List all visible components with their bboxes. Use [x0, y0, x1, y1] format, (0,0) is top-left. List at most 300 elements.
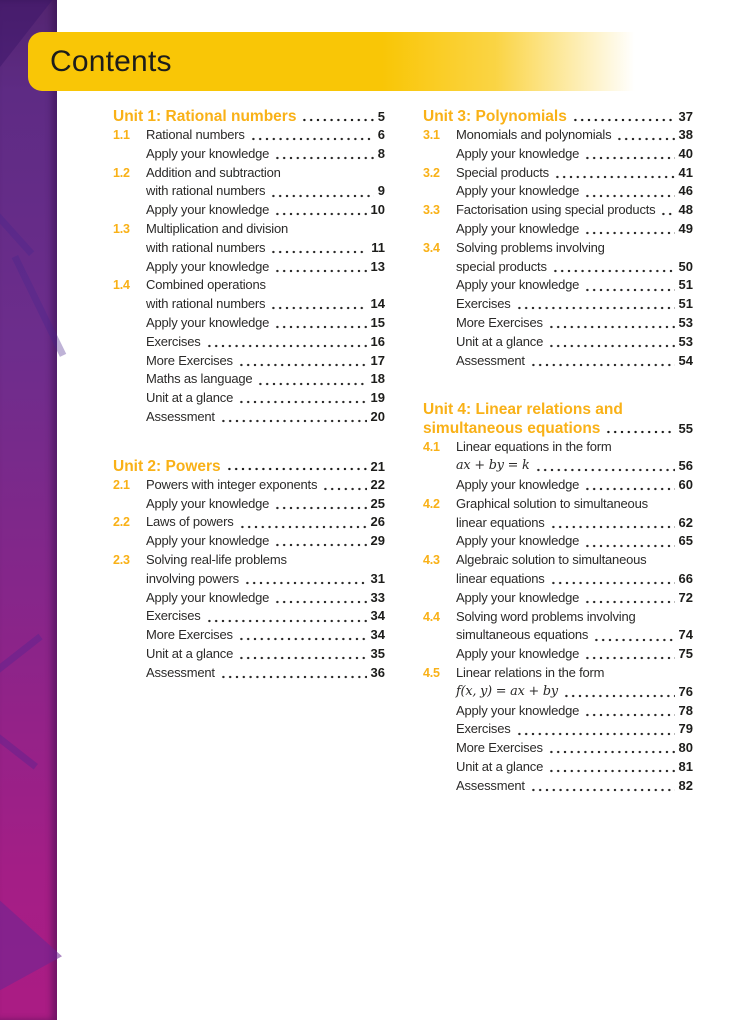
toc-entry-text: Apply your knowledge [456, 183, 580, 199]
section-number: 3.3 [423, 203, 440, 218]
section-number [113, 258, 146, 277]
section-number [423, 777, 456, 796]
dot-leader [548, 314, 675, 333]
dot-leader [250, 126, 374, 145]
dot-leader [516, 720, 675, 739]
unit-4 [423, 400, 693, 795]
section-number: 2.1 [113, 477, 130, 492]
dot-leader [238, 352, 367, 371]
page-number: 72 [678, 589, 693, 605]
toc-row [113, 589, 385, 608]
dot-leader [270, 182, 373, 201]
toc-columns [113, 107, 693, 796]
toc-entry-text: with rational numbers [146, 239, 266, 255]
toc-entry-text: Apply your knowledge [146, 533, 270, 549]
dot-leader [584, 532, 674, 551]
section-number [423, 295, 456, 314]
toc-row [423, 438, 693, 457]
page-number: 35 [370, 645, 385, 661]
toc-entry-text: linear equations [456, 570, 545, 586]
section-number [423, 758, 456, 777]
page-number: 20 [370, 408, 385, 424]
section-number [423, 314, 456, 333]
toc-row [423, 514, 693, 533]
dot-leader [238, 626, 367, 645]
page-number: 22 [370, 476, 385, 492]
page-number: 60 [678, 476, 693, 492]
toc-row [113, 295, 385, 314]
dot-leader [584, 182, 674, 201]
dot-leader [257, 370, 366, 389]
page-number: 13 [370, 258, 385, 274]
section-number [423, 220, 456, 239]
section-number: 2.3 [113, 552, 130, 567]
toc-row [423, 352, 693, 371]
section-number [423, 589, 456, 608]
dot-leader [548, 333, 674, 352]
toc-row [423, 333, 693, 352]
sidebar-zigzag-line-2 [12, 255, 67, 357]
toc-entry-text: More Exercises [146, 352, 233, 368]
section-number [423, 683, 456, 702]
toc-row [113, 551, 385, 570]
dot-leader [572, 107, 675, 126]
unit-3-heading-line [423, 107, 693, 126]
unit-2-heading-line [113, 457, 385, 476]
page-number: 49 [678, 220, 693, 236]
section-number: 1.1 [113, 128, 130, 142]
toc-entry-text: simultaneous equations [456, 627, 589, 643]
dot-leader [239, 513, 367, 532]
toc-entry-text: Exercises [456, 721, 511, 737]
toc-entry-text: Unit at a glance [146, 645, 234, 661]
page-title: Contents [50, 44, 172, 78]
toc-entry-text: Assessment [146, 664, 215, 680]
toc-entry-text: Special products [456, 164, 549, 180]
sidebar-chevron-line-1 [0, 634, 43, 707]
dot-leader [238, 645, 366, 664]
section-number [423, 145, 456, 164]
contents-banner [28, 32, 660, 91]
toc-row [423, 495, 693, 514]
dot-leader [226, 457, 367, 476]
page-number: 26 [370, 514, 385, 530]
toc-entry-text: Solving problems involving [456, 239, 605, 255]
page-number: 48 [678, 202, 693, 218]
toc-entry-text: Exercises [146, 608, 201, 624]
section-number [113, 370, 146, 389]
section-number [423, 352, 456, 371]
toc-entry-text: Monomials and polynomials [456, 127, 612, 142]
toc-row [423, 295, 693, 314]
page-number: 78 [678, 702, 693, 718]
toc-row [113, 370, 385, 389]
dot-leader [274, 258, 366, 277]
page-number: 31 [370, 570, 385, 586]
toc-entry-text: More Exercises [456, 740, 543, 756]
page-number: 11 [371, 239, 385, 255]
page-number: 33 [370, 589, 385, 605]
section-number [423, 720, 456, 739]
dot-leader [548, 758, 674, 777]
toc-row [423, 457, 693, 476]
toc-entry-text: Apply your knowledge [146, 589, 270, 605]
toc-row [113, 607, 385, 626]
toc-row [423, 626, 693, 645]
dot-leader [584, 589, 674, 608]
section-number [113, 607, 146, 626]
toc-entry-text: Apply your knowledge [456, 277, 580, 293]
toc-entry-text: with rational numbers [146, 296, 266, 312]
unit-4-heading-line [423, 419, 693, 438]
page-number: 75 [678, 646, 693, 662]
page-number: 29 [370, 533, 385, 549]
toc-row [423, 532, 693, 551]
toc-row [423, 164, 693, 183]
section-number [423, 645, 456, 664]
toc-row [113, 333, 385, 352]
page-number: 5 [377, 109, 385, 124]
page-number: 19 [370, 390, 385, 406]
toc-entry-text: Apply your knowledge [456, 145, 580, 161]
toc-row [423, 645, 693, 664]
section-number: 3.2 [423, 165, 440, 180]
dot-leader [238, 389, 366, 408]
page-number: 9 [377, 183, 385, 199]
page-number: 34 [370, 627, 385, 643]
section-number [423, 514, 456, 533]
page-number: 56 [678, 458, 693, 474]
dot-leader [220, 408, 367, 427]
dot-leader [274, 201, 366, 220]
section-number [113, 495, 146, 514]
sidebar-triangle-bottom [0, 888, 62, 998]
page-number: 62 [678, 514, 693, 530]
dot-leader [220, 664, 367, 683]
dot-leader [584, 220, 674, 239]
section-number [113, 389, 146, 408]
toc-row [423, 476, 693, 495]
toc-entry-text: Linear equations in the form [456, 439, 612, 455]
unit-heading-text: Unit 1: Rational numbers [113, 108, 297, 125]
toc-row [423, 739, 693, 758]
toc-entry-text: Unit at a glance [456, 758, 544, 774]
page-number: 34 [370, 608, 385, 624]
toc-entry-text: Factorisation using special products [456, 202, 656, 218]
unit-heading-text: Unit 3: Polynomials [423, 108, 567, 125]
section-number: 2.2 [113, 515, 130, 530]
dot-leader [274, 145, 374, 164]
toc-row [113, 476, 385, 495]
toc-entry-text: Laws of powers [146, 514, 234, 530]
page-number: 51 [678, 277, 693, 293]
dot-leader [563, 683, 675, 702]
toc-row [113, 570, 385, 589]
dot-leader [593, 626, 674, 645]
toc-row [423, 182, 693, 201]
dot-leader [274, 589, 366, 608]
section-number: 4.4 [423, 609, 440, 624]
dot-leader [516, 295, 675, 314]
dot-leader [206, 333, 367, 352]
toc-entry-text: Powers with integer exponents [146, 476, 318, 492]
section-number [113, 239, 146, 258]
page-number: 21 [370, 458, 385, 474]
page-number: 25 [370, 495, 385, 511]
toc-entry-text: Apply your knowledge [146, 202, 270, 218]
section-number [423, 626, 456, 645]
page-number: 55 [678, 421, 693, 437]
page-number: 66 [678, 570, 693, 586]
toc-entry-text: More Exercises [456, 314, 543, 330]
section-number [113, 201, 146, 220]
toc-entry-text: Exercises [146, 333, 201, 349]
page-number: 53 [678, 333, 693, 349]
toc-row [113, 239, 385, 258]
page-number: 54 [678, 352, 693, 368]
toc-entry-text: linear equations [456, 514, 545, 530]
toc-row [423, 777, 693, 796]
toc-row [113, 626, 385, 645]
unit-heading-text: Unit 2: Powers [113, 457, 221, 475]
toc-row [113, 258, 385, 277]
unit-heading-text: Unit 4: Linear relations and [423, 401, 623, 419]
unit-1 [113, 107, 385, 427]
page-number: 10 [370, 202, 385, 218]
dot-leader [584, 702, 674, 721]
toc-entry-text: Apply your knowledge [456, 702, 580, 718]
page-number: 16 [370, 333, 385, 349]
toc-entry-text: Solving word problems involving [456, 608, 636, 624]
page-number: 38 [678, 127, 693, 142]
unit-3 [423, 107, 693, 370]
dot-leader [584, 276, 674, 295]
toc-row [423, 314, 693, 333]
section-number [423, 457, 456, 476]
section-number [423, 333, 456, 352]
toc-row [113, 664, 385, 683]
toc-row [423, 589, 693, 608]
section-number [423, 570, 456, 589]
unit-1-heading-line [113, 107, 385, 126]
page-number: 81 [678, 758, 693, 774]
toc-entry-text: Solving real-life problems [146, 551, 287, 567]
toc-entry-text: Apply your knowledge [456, 589, 580, 605]
section-number: 3.4 [423, 240, 440, 255]
dot-leader [584, 145, 674, 164]
toc-entry-text: Unit at a glance [146, 390, 234, 406]
section-number [113, 314, 146, 333]
toc-row [423, 258, 693, 277]
toc-entry-text: involving powers [146, 570, 239, 586]
page-number: 15 [370, 314, 385, 330]
toc-row [423, 570, 693, 589]
section-number [113, 145, 146, 164]
toc-row [423, 551, 693, 570]
toc-row [113, 352, 385, 371]
unit-4-heading-line [423, 400, 693, 419]
dot-leader [274, 532, 366, 551]
toc-entry-text: Exercises [456, 296, 511, 312]
toc-entry-text: Assessment [456, 777, 525, 793]
dot-leader [605, 419, 674, 438]
toc-entry-text: with rational numbers [146, 183, 266, 199]
section-number [113, 626, 146, 645]
section-number [423, 476, 456, 495]
section-number [113, 333, 146, 352]
section-number [113, 532, 146, 551]
section-number [423, 182, 456, 201]
dot-leader [530, 777, 675, 796]
toc-entry-text: Rational numbers [146, 127, 245, 142]
unit-heading-text: simultaneous equations [423, 420, 601, 438]
section-number: 4.1 [423, 440, 440, 455]
toc-entry-text: Apply your knowledge [146, 145, 270, 161]
page-number: 18 [370, 371, 385, 387]
section-number [113, 645, 146, 664]
page-number: 79 [678, 721, 693, 737]
toc-entry-text: Apply your knowledge [456, 220, 580, 236]
toc-row [423, 145, 693, 164]
section-number [113, 664, 146, 683]
page-number: 17 [370, 352, 385, 368]
section-number [113, 570, 146, 589]
dot-leader [274, 495, 366, 514]
math-expression: ax + by = k [456, 458, 530, 474]
section-number [113, 408, 146, 427]
dot-leader [660, 201, 674, 220]
toc-entry-text: Apply your knowledge [146, 495, 270, 511]
toc-row [423, 720, 693, 739]
toc-row [423, 126, 693, 145]
page-number: 6 [377, 127, 385, 142]
dot-leader [584, 476, 674, 495]
page-number: 14 [370, 296, 385, 312]
dot-leader [552, 258, 675, 277]
section-number: 4.5 [423, 665, 440, 680]
section-number: 1.2 [113, 165, 130, 180]
section-number: 1.3 [113, 221, 130, 236]
page-number: 74 [678, 627, 693, 643]
section-number: 3.1 [423, 128, 440, 142]
section-number: 4.3 [423, 553, 440, 568]
toc-entry-text: Addition and subtraction [146, 164, 281, 180]
toc-entry-text: Apply your knowledge [456, 646, 580, 662]
dot-leader [301, 107, 373, 126]
dot-leader [206, 607, 367, 626]
toc-entry-text: Algebraic solution to simultaneous [456, 552, 647, 568]
toc-row [423, 664, 693, 683]
dot-leader [270, 239, 367, 258]
toc-entry-text: More Exercises [146, 627, 233, 643]
toc-row [113, 220, 385, 239]
toc-entry-text: Apply your knowledge [456, 476, 580, 492]
page-number: 65 [678, 533, 693, 549]
dot-leader [274, 314, 366, 333]
dot-leader [550, 570, 675, 589]
toc-row [113, 145, 385, 164]
toc-entry-text: special products [456, 258, 547, 274]
toc-entry-text: Combined operations [146, 277, 266, 293]
toc-row [423, 220, 693, 239]
toc-row [113, 532, 385, 551]
toc-row [113, 126, 385, 145]
sidebar-zigzag-line-1 [0, 180, 34, 256]
toc-row [113, 513, 385, 532]
toc-row [113, 276, 385, 295]
toc-entry-text: Maths as language [146, 371, 253, 387]
toc-row [113, 495, 385, 514]
toc-row [113, 201, 385, 220]
section-number [423, 532, 456, 551]
dot-leader [530, 352, 675, 371]
toc-entry-text: Assessment [146, 408, 215, 424]
dot-leader [535, 457, 675, 476]
dot-leader [270, 295, 366, 314]
section-number [423, 702, 456, 721]
page-number: 46 [678, 183, 693, 199]
section-number [423, 276, 456, 295]
page-number: 41 [678, 164, 693, 180]
page-number: 8 [377, 145, 385, 161]
toc-row [113, 164, 385, 183]
toc-row [423, 239, 693, 258]
toc-row [113, 314, 385, 333]
toc-row [423, 201, 693, 220]
toc-row [423, 608, 693, 627]
toc-entry-text: Graphical solution to simultaneous [456, 495, 648, 511]
toc-column-1 [113, 107, 385, 796]
dot-leader [554, 164, 675, 183]
toc-entry-text: Linear relations in the form [456, 664, 605, 680]
sidebar-chevron-line-2 [0, 700, 38, 770]
section-number [423, 739, 456, 758]
section-number [113, 182, 146, 201]
sidebar-decorative-stripe [0, 0, 57, 1020]
section-number: 4.2 [423, 496, 440, 511]
toc-row [113, 389, 385, 408]
page-number: 40 [678, 145, 693, 161]
page-number: 50 [678, 258, 693, 274]
dot-leader [322, 476, 366, 495]
toc-row [423, 702, 693, 721]
toc-entry-text: Apply your knowledge [456, 533, 580, 549]
toc-entry-text: Apply your knowledge [146, 258, 270, 274]
dot-leader [550, 514, 675, 533]
dot-leader [616, 126, 674, 145]
page-number: 37 [678, 109, 693, 124]
dot-leader [548, 739, 675, 758]
unit-2 [113, 457, 385, 683]
page-number: 82 [678, 777, 693, 793]
toc-entry-text: Apply your knowledge [146, 314, 270, 330]
page-number: 36 [370, 664, 385, 680]
section-number [113, 352, 146, 371]
toc-entry-text: Unit at a glance [456, 333, 544, 349]
section-number [423, 258, 456, 277]
toc-entry-text: Assessment [456, 352, 525, 368]
page-number: 53 [678, 314, 693, 330]
toc-entry-text: Multiplication and division [146, 220, 289, 236]
toc-row [113, 182, 385, 201]
toc-row [423, 683, 693, 702]
section-number: 1.4 [113, 278, 130, 293]
dot-leader [584, 645, 674, 664]
section-number [113, 589, 146, 608]
dot-leader [244, 570, 367, 589]
toc-row [423, 276, 693, 295]
toc-row [113, 645, 385, 664]
